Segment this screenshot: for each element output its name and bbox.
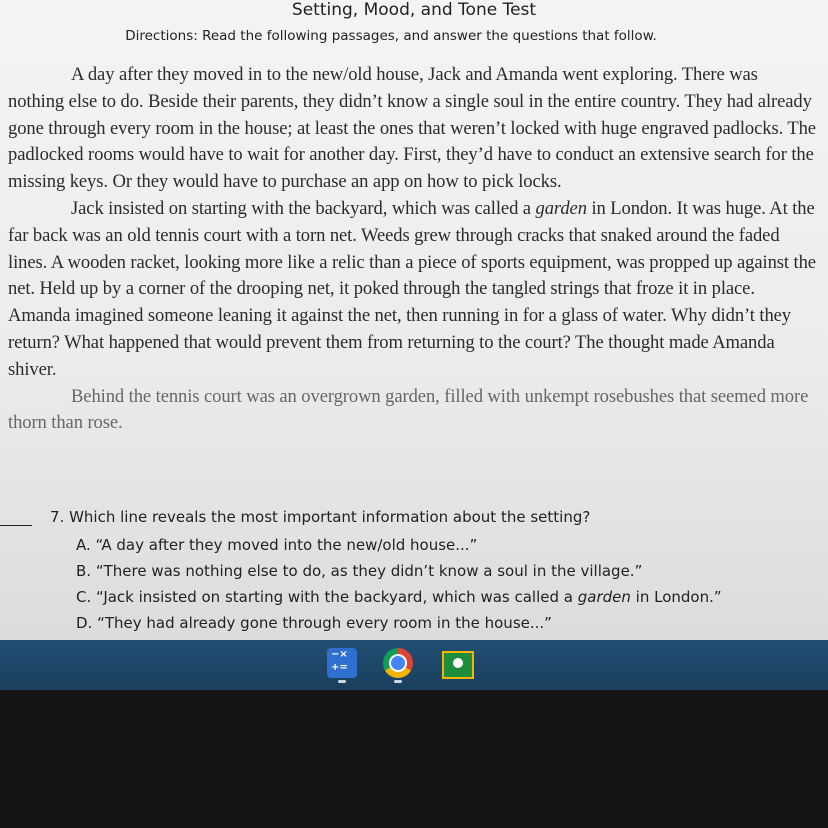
passage-paragraph-2	[8, 196, 818, 384]
calculator-icon[interactable]	[327, 648, 357, 678]
option-c-text-start: C. “Jack insisted on starting with the backyard, which was called a	[76, 588, 578, 606]
taskbar	[0, 640, 828, 690]
calculator-running-indicator	[338, 680, 346, 683]
option-c-text-end: in London.”	[630, 588, 722, 606]
question-stem	[0, 508, 590, 526]
passage-paragraph-3: Behind the tennis court was an overgrown garden, filled with unkempt rosebushes that seemed more thorn than rose.	[8, 385, 809, 434]
answer-blank[interactable]	[0, 508, 32, 526]
monitor-bezel	[0, 690, 828, 828]
option-b[interactable]: B. “There was nothing else to do, as they didn’t know a soul in the village.”	[76, 562, 643, 580]
option-d[interactable]: D. “They had already gone through every room in the house...”	[76, 614, 552, 632]
google-classroom-icon[interactable]	[442, 651, 474, 679]
option-c-italic-word: garden	[577, 588, 631, 606]
paragraph-2-text-end: in London. It was huge. At the far back was an old tennis court with a torn net. Weeds grew through cracks that snaked around the faded lines. A wooden racket, looking more like a relic than a piece of sports equipment, was propped up against the net. Held up by a corner of the drooping net, it poked through the tangled strings that froze it in place. Amanda imagined someone leaning it against the net, then running in for a glass of water. Why didn’t they return? What happened that would prevent them from returning to the court? The thought made Amanda shiver.	[8, 197, 816, 380]
passage-paragraph-1: A day after they moved in to the new/old house, Jack and Amanda went exploring. There was nothing else to do. Beside their parents, they didn’t know a single soul in the entire country. They had already gone through every room in the house; at least the ones that weren’t locked with huge engraved padlocks. The padlocked rooms would have to wait for another day. First, they’d have to conduct an extensive search for the missing keys. Or they would have to purchase an app on how to pick locks.	[8, 64, 816, 193]
paragraph-2-text-start: Jack insisted on starting with the backyard, which was called a	[71, 197, 536, 219]
reading-passage	[8, 62, 818, 437]
directions-text: Directions: Read the following passages, and answer the questions that follow.	[125, 28, 657, 44]
question-text: 7. Which line reveals the most important information about the setting?	[50, 508, 591, 526]
paragraph-2-italic-word: garden	[535, 197, 587, 219]
option-a[interactable]: A. “A day after they moved into the new/old house...”	[76, 536, 478, 554]
chrome-icon[interactable]	[383, 648, 413, 678]
option-c[interactable]	[76, 588, 722, 606]
chrome-running-indicator	[394, 680, 402, 683]
test-title: Setting, Mood, and Tone Test	[291, 0, 537, 20]
